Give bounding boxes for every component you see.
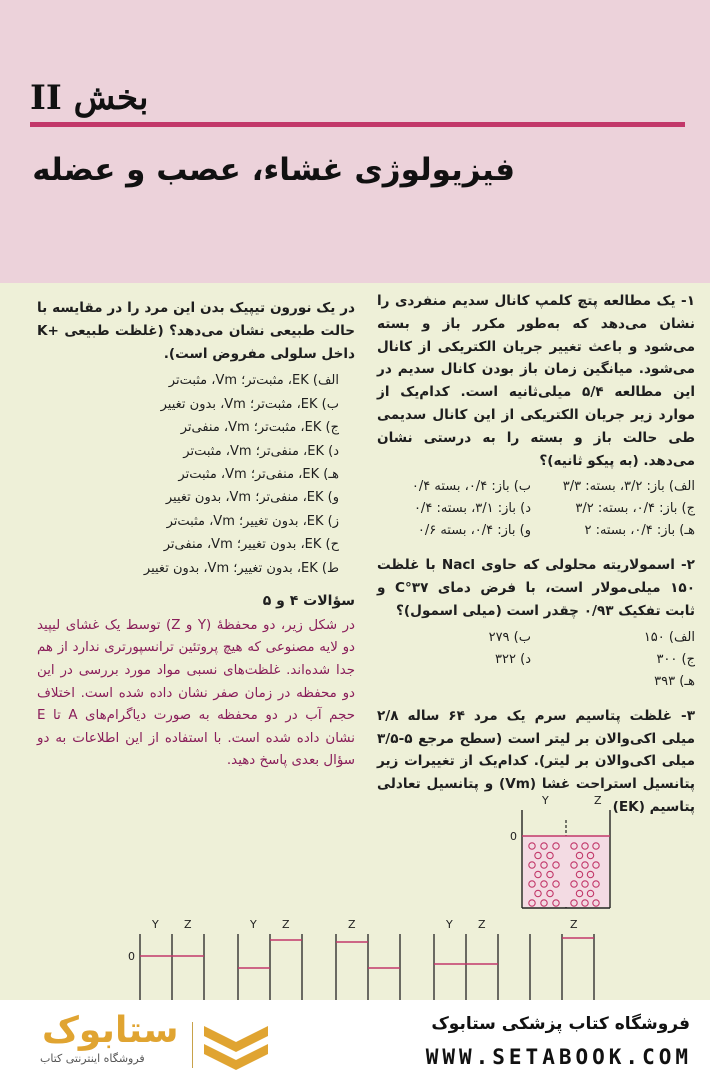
q3-option-h: ح) EK، بدون تغییر؛ Vm، منفی‌تر <box>163 537 339 553</box>
left-column <box>37 297 355 773</box>
label-y: Y <box>542 794 549 807</box>
question-3-continued: در یک نورون تیپیک بدن این مرد را در مقایسه با حالت طبیعی نشان می‌دهد؟ (غلظت طبیعی +K داخل سلولی مفروض است). <box>37 300 355 362</box>
logo-text: ستابوک <box>42 1010 179 1051</box>
diagram-d-z: Z <box>478 918 486 931</box>
diagram-b <box>238 918 302 1000</box>
q2-option-b: ب) ۲۷۹ <box>488 629 531 645</box>
diagram-a <box>128 918 204 1000</box>
q2-option-e: هـ) ۳۹۳ <box>654 673 695 689</box>
q3-option-d: د) EK، منفی‌تر؛ Vm، مثبت‌تر <box>183 443 339 459</box>
q1-option-a: الف) باز: ۳/۲، بسته: ۳/۳ <box>562 479 695 495</box>
right-column <box>377 290 695 823</box>
q3-option-g: ز) EK، بدون تغییر؛ Vm، مثبت‌تر <box>166 513 339 529</box>
q3-option-i: ط) EK، بدون تغییر؛ Vm، بدون تغییر <box>143 560 339 576</box>
diagram-a-z: Z <box>184 918 192 931</box>
q2-option-d: د) ۳۲۲ <box>495 651 531 667</box>
store-name: فروشگاه کتاب پزشکی ستابوک <box>431 1014 690 1034</box>
q1-option-f: و) باز: ۰/۴، بسته ۰/۶ <box>417 523 531 539</box>
diagram-a-zero: 0 <box>128 950 135 963</box>
answer-diagrams-row <box>120 912 640 1000</box>
label-z: Z <box>594 794 602 807</box>
q3-option-f: و) EK، منفی‌تر؛ Vm، بدون تغییر <box>165 490 339 506</box>
diagram-b-y: Y <box>250 918 257 931</box>
logo-chevron-icon <box>200 1020 272 1072</box>
q1-option-c: ج) باز: ۰/۴، بسته: ۳/۲ <box>575 501 695 517</box>
q2-option-c: ج) ۳۰۰ <box>656 651 695 667</box>
q1-option-b: ب) باز: ۰/۴، بسته ۰/۴ <box>411 479 531 495</box>
question-3-options <box>37 369 339 580</box>
q1-option-d: د) باز: ۳/۱، بسته: ۰/۴ <box>413 501 531 517</box>
section-label: بخش II <box>30 78 149 118</box>
q3-option-c: ج) EK، مثبت‌تر؛ Vm، منفی‌تر <box>180 420 339 436</box>
logo-divider <box>192 1022 193 1068</box>
diagram-a-y: Y <box>152 918 159 931</box>
diagram-c <box>336 918 400 1000</box>
chapter-title: فیزیولوژی غشاء، عصب و عضله <box>32 152 515 188</box>
diagram-e <box>530 918 594 1000</box>
question-1-options <box>377 476 695 542</box>
q1-option-e: هـ) باز: ۰/۴، بسته: ۲ <box>584 523 695 539</box>
diagram-c-z: Z <box>348 918 356 931</box>
question-3-text: ۳- غلظت پتاسیم سرم یک مرد ۶۴ ساله ۲/۸ میلی اکی‌والان بر لیتر است (سطح مرجع ۵-۳/۵ میلی اکی‌والان بر لیتر). کدام‌یک از تغییرات زیر پتانسیل استراحت غشا (Vm) و پتانسیل تعادلی پتاسیم (EK) <box>377 707 695 815</box>
q3-option-e: هـ) EK، منفی‌تر؛ Vm، مثبت‌تر <box>178 467 339 483</box>
diagram-d <box>434 918 498 1000</box>
chapter-header <box>0 0 710 283</box>
questions-4-5-heading: سؤالات ۴ و ۵ <box>262 593 355 610</box>
diagram-e-z: Z <box>570 918 578 931</box>
header-rule <box>30 122 685 127</box>
question-2-options <box>377 627 695 693</box>
q3-option-b: ب) EK، مثبت‌تر؛ Vm، بدون تغییر <box>160 396 339 412</box>
q2-option-a: الف) ۱۵۰ <box>643 629 695 645</box>
question-1-text: ۱- یک مطالعه پتچ کلمپ کانال سدیم منفردی را نشان می‌دهد که به‌طور مکرر باز و بسته می‌شود و باعث تغییر جریان الکتریکی از کانال می‌شود. میانگین زمان باز بودن کانال سدیم در این مطالعه ۵/۴ میلی‌ثانیه است. کدام‌یک از موارد زیر جریان الکتریکی از این کانال سدیمی طی حالت باز و بسته را به درستی نشان می‌دهد. (به پیکو ثانیه)؟ <box>377 293 695 469</box>
diagram-b-z: Z <box>282 918 290 931</box>
label-zero: 0 <box>510 830 517 843</box>
question-2-text: ۲- اسمولاریته محلولی که حاوی Nacl با غلظت ۱۵۰ میلی‌مولار است، با فرض دمای ۳۷°C و ثابت تفکیک ۰/۹۳ چقدر است (میلی اسمول)؟ <box>377 557 695 619</box>
compartment-diagram <box>508 790 618 915</box>
diagram-d-y: Y <box>446 918 453 931</box>
store-url[interactable]: WWW.SETABOOK.COM <box>425 1045 692 1069</box>
logo-subtitle: فروشگاه اینترنتی کتاب <box>40 1052 145 1065</box>
q3-option-a: الف) EK، مثبت‌تر؛ Vm، مثبت‌تر <box>168 373 339 389</box>
questions-4-5-text: در شکل زیر، دو محفظهٔ (Y و Z) توسط یک غشای لیپید دو لایه مصنوعی که هیچ پروتئین ترانسپورتری ندارد از هم جدا شده‌اند. غلظت‌های نسبی مواد مورد بررسی در این دو محفظه در زمان صفر نشان داده شده است. اختلاف حجم آب در دو محفظه به صورت دیاگرام‌های A تا E نشان داده شده است. با استفاده از این اطلاعات به دو سؤال بعدی پاسخ دهید. <box>37 617 355 769</box>
